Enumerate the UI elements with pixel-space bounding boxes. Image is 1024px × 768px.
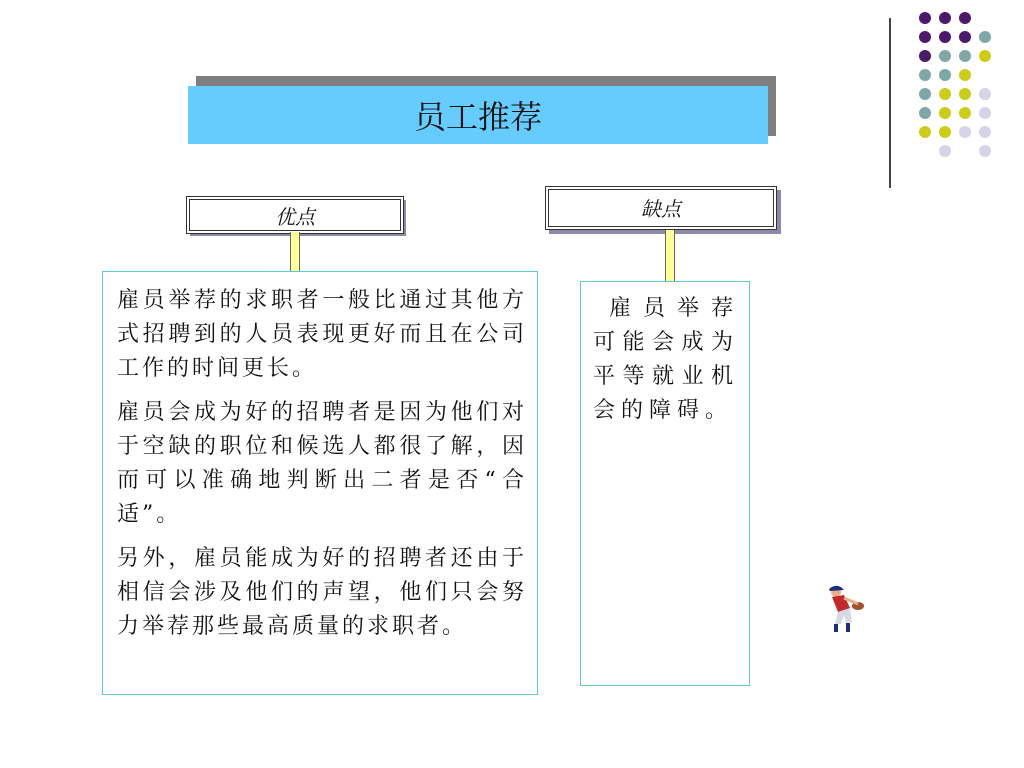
- decorative-dot: [919, 126, 931, 138]
- decorative-dot: [939, 145, 951, 157]
- decorative-dot: [939, 50, 951, 62]
- decorative-dot: [919, 50, 931, 62]
- pros-content-box: [102, 271, 538, 695]
- decorative-dot: [919, 12, 931, 24]
- pros-connector: [290, 232, 300, 272]
- baseball-player-clipart-icon: [820, 582, 870, 634]
- slide-title: 员工推荐: [413, 98, 542, 136]
- decorative-dot: [979, 107, 991, 119]
- pros-paragraph-3: 另外，雇员能成为好的招聘者还由于相信会涉及他们的声望，他们只会努力举荐那些最高质量的求职者。: [117, 546, 527, 639]
- decorative-dot: [919, 69, 931, 81]
- decorative-dot: [939, 12, 951, 24]
- decorative-dot: [959, 126, 971, 138]
- decorative-dot-grid: [905, 12, 1015, 172]
- decorative-dot: [919, 107, 931, 119]
- decorative-vertical-line: [889, 18, 891, 188]
- decorative-dot: [939, 69, 951, 81]
- decorative-dot: [979, 126, 991, 138]
- decorative-dot: [959, 12, 971, 24]
- decorative-dot: [939, 88, 951, 100]
- cons-connector: [665, 230, 675, 281]
- decorative-dot: [959, 107, 971, 119]
- decorative-dot: [979, 50, 991, 62]
- pros-header: [186, 196, 404, 234]
- cons-header-label: 缺点: [641, 197, 681, 221]
- decorative-dot: [939, 31, 951, 43]
- decorative-dot: [919, 31, 931, 43]
- decorative-dot: [979, 145, 991, 157]
- decorative-dot: [939, 107, 951, 119]
- decorative-dot: [959, 69, 971, 81]
- decorative-dot: [959, 88, 971, 100]
- decorative-dot: [939, 126, 951, 138]
- decorative-dot: [959, 50, 971, 62]
- cons-paragraph-1: 雇员举荐可能会成为平等就业机会的障碍。: [593, 296, 739, 423]
- title-banner: [188, 86, 768, 144]
- cons-header: [545, 186, 777, 230]
- decorative-dot: [979, 88, 991, 100]
- pros-paragraph-2: 雇员会成为好的招聘者是因为他们对于空缺的职位和候选人都很了解，因而可以准确地判断出二者是否“合适”。: [117, 400, 527, 527]
- decorative-dot: [959, 31, 971, 43]
- decorative-dot: [919, 88, 931, 100]
- pros-paragraph-1: 雇员举荐的求职者一般比通过其他方式招聘到的人员表现更好而且在公司工作的时间更长。: [117, 288, 527, 381]
- cons-content-box: [580, 281, 750, 686]
- pros-header-label: 优点: [275, 204, 315, 229]
- decorative-dot: [979, 31, 991, 43]
